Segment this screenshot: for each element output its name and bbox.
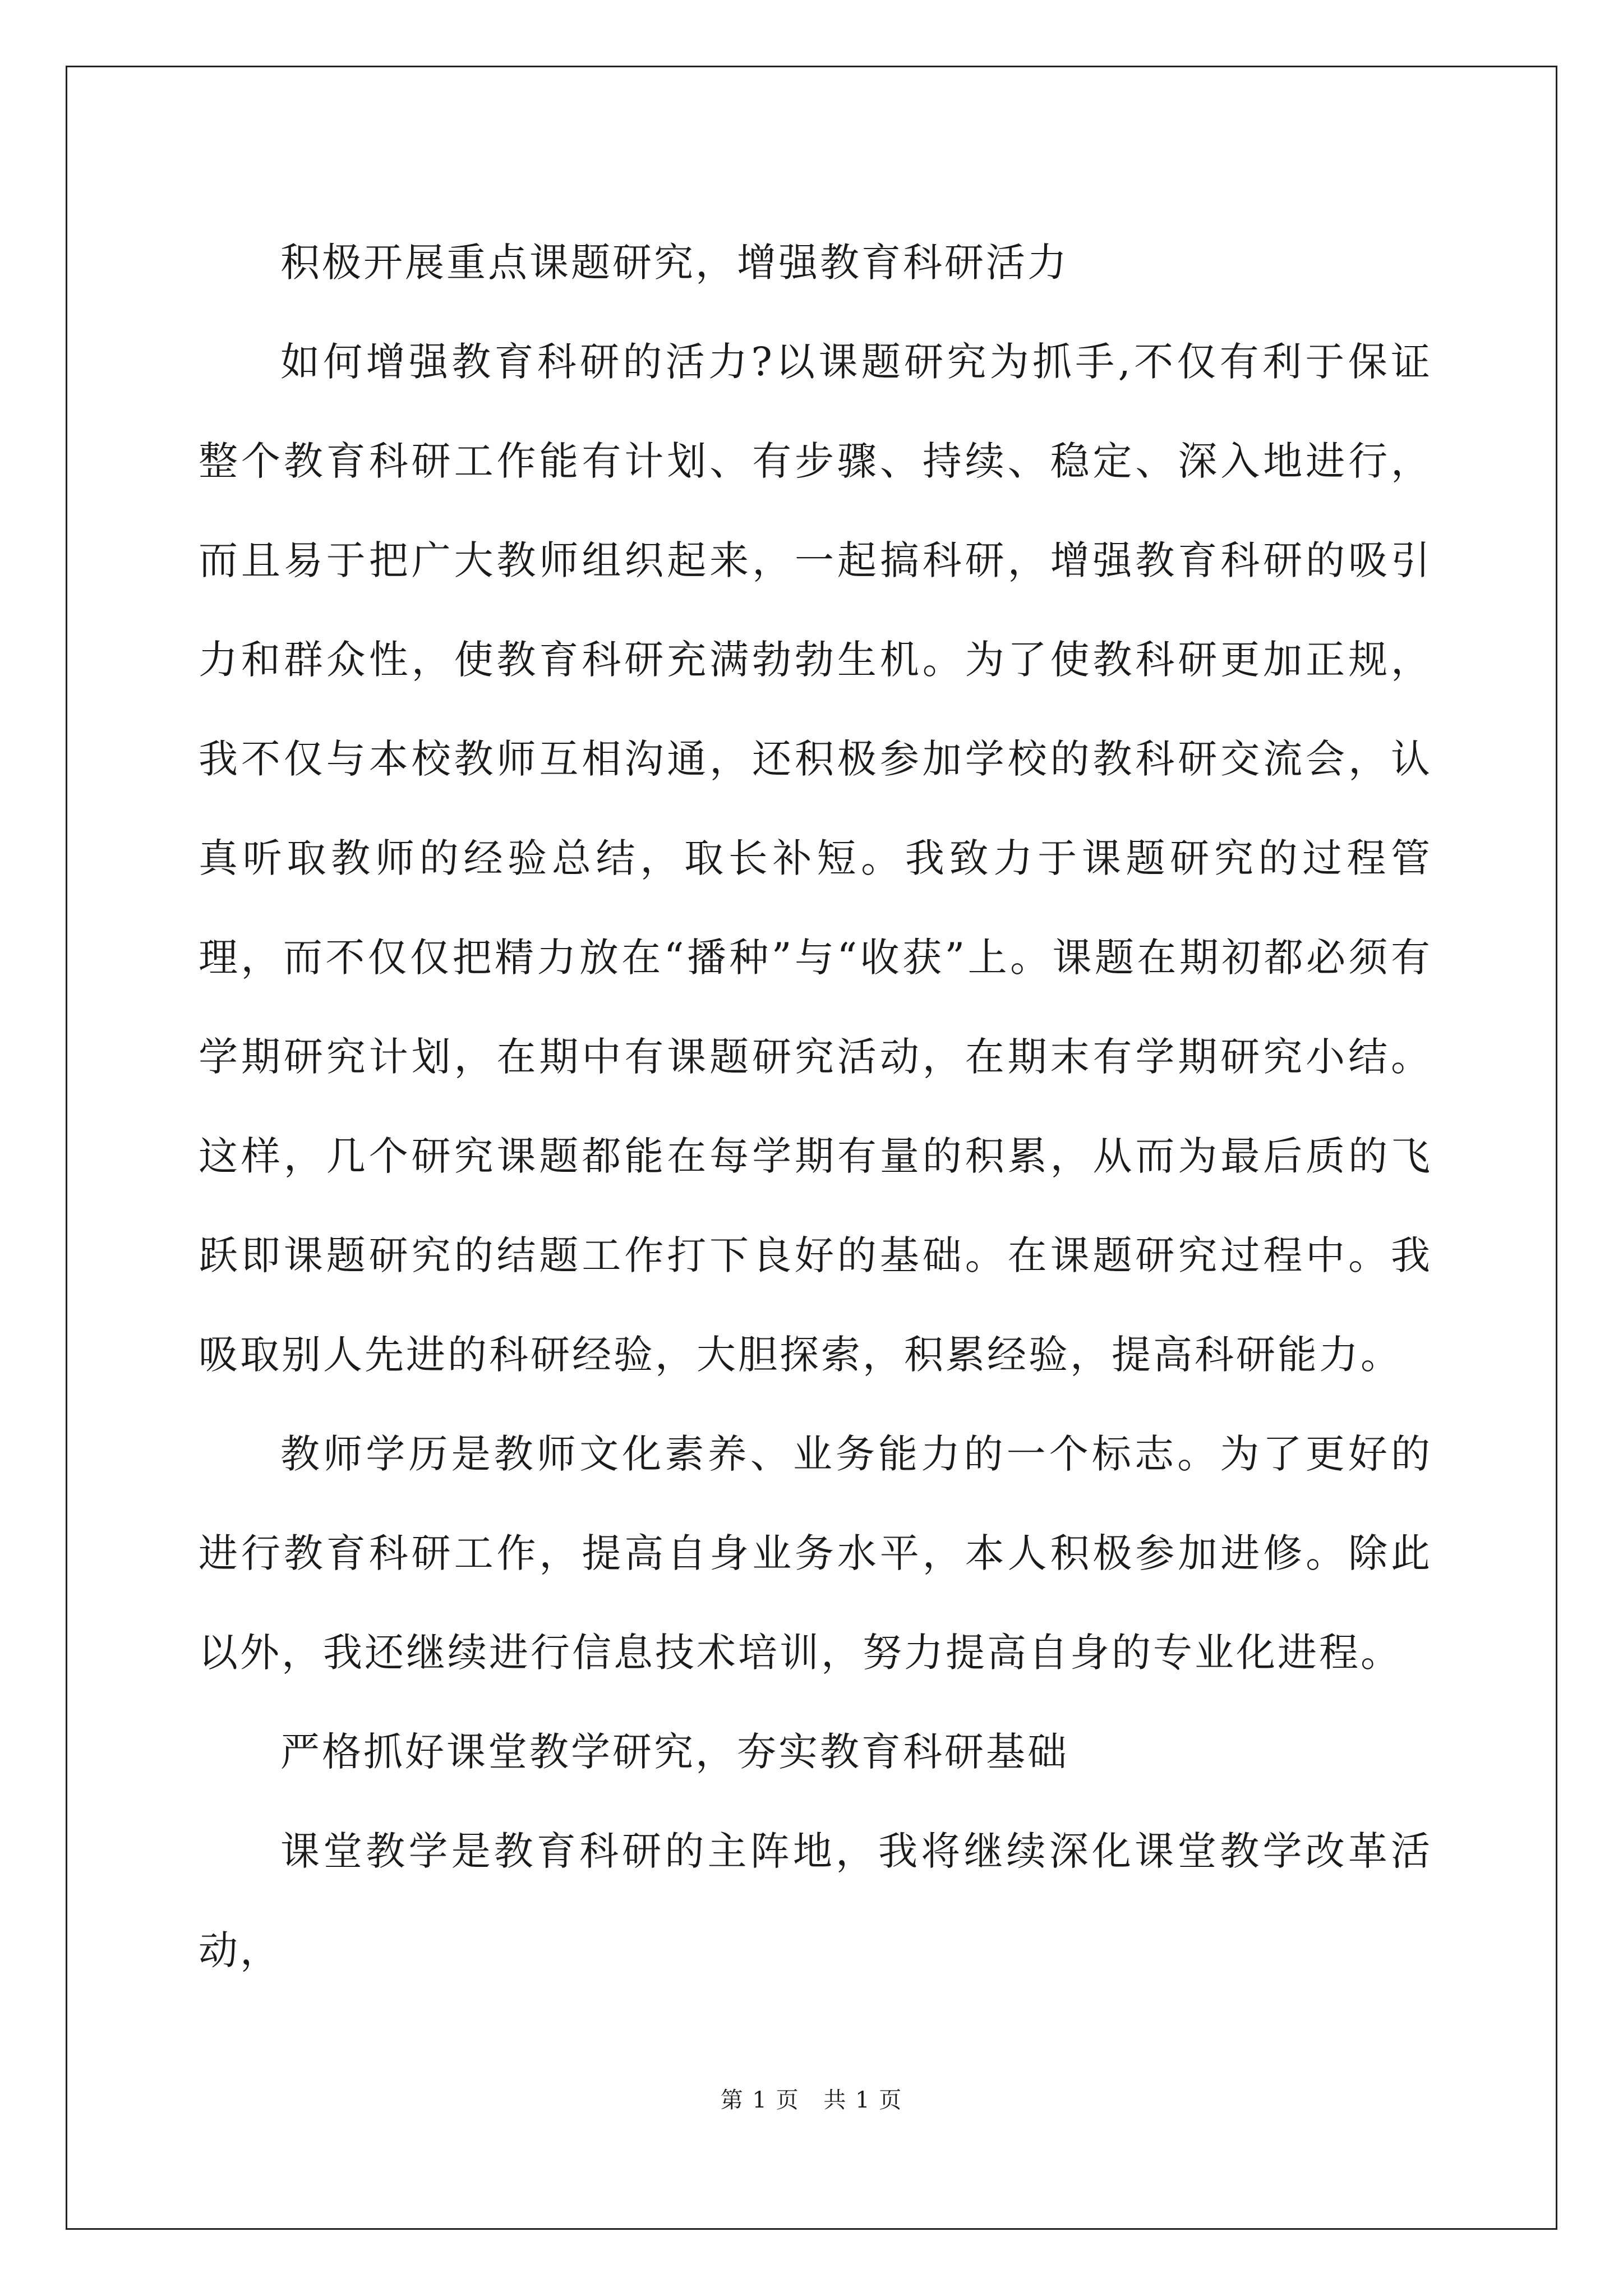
section-heading: 积极开展重点课题研究，增强教育科研活力 (280, 240, 1069, 286)
page-number-current: 第 1 页 (720, 2087, 800, 2113)
page-number-total: 共 1 页 (823, 2087, 903, 2113)
page-footer (0, 2082, 1623, 2114)
body-paragraph: 教师学历是教师文化素养、业务能力的一个标志。为了更好的进行教育科研工作，提高自身业务水平，本人积极参加进修。除此以外，我还继续进行信息技术培训，努力提高自身的专业化进程。 (199, 1431, 1432, 1676)
document-body (199, 213, 1432, 2000)
section-heading: 严格抓好课堂教学研究，夯实教育科研基础 (280, 1729, 1069, 1775)
body-paragraph: 课堂教学是教育科研的主阵地，我将继续深化课堂教学改革活动， (199, 1828, 1432, 1973)
body-paragraph: 如何增强教育科研的活力?以课题研究为抓手,不仅有利于保证整个教育科研工作能有计划、有步骤、持续、稳定、深入地进行，而且易于把广大教师组织起来，一起搞科研，增强教育科研的吸引力和群众性，使教育科研充满勃勃生机。为了使教科研更加正规，我不仅与本校教师互相沟通，还积极参加学校的教科研交流会，认真听取教师的经验总结，取长补短。我致力于课题研究的过程管理，而不仅仅把精力放在“播种”与“收获”上。课题在期初都必须有学期研究计划，在期中有课题研究活动，在期末有学期研究小结。这样，几个研究课题都能在每学期有量的积累，从而为最后质的飞跃即课题研究的结题工作打下良好的基础。在课题研究过程中。我吸取别人先进的科研经验，大胆探索，积累经验，提高科研能力。 (199, 339, 1432, 1378)
